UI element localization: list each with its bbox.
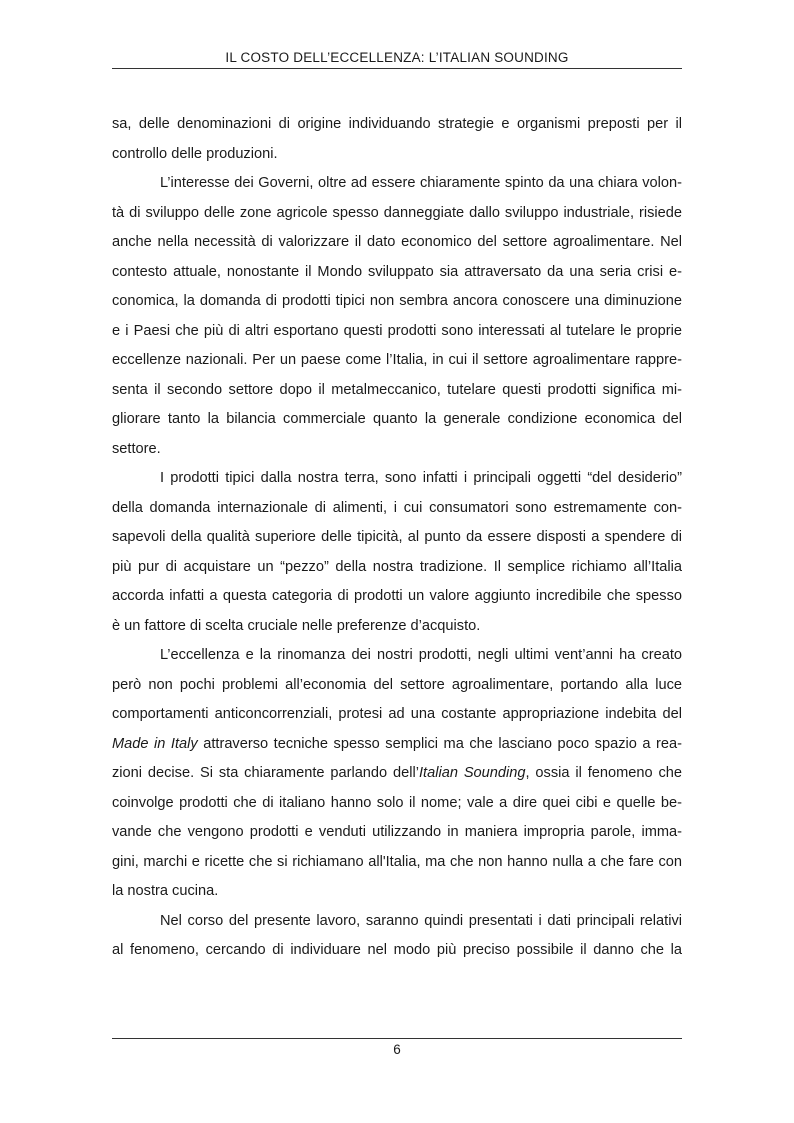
- text-line: senta il secondo settore dopo il metalmeccanico, tutelare questi prodotti significa mi-: [112, 381, 682, 398]
- footer-divider: [112, 1038, 682, 1039]
- text-line: settore.: [112, 440, 161, 457]
- text-line: della domanda internazionale di alimenti, i cui consumatori sono estremamente con-: [112, 499, 682, 516]
- text-line: anche nella necessità di valorizzare il dato economico del settore agroalimentare. Nel: [112, 234, 682, 250]
- text-line: controllo delle produzioni.: [112, 145, 278, 162]
- text-line: più pur di acquistare un “pezzo” della nostra tradizione. Il semplice richiamo all’Italia: [112, 558, 682, 575]
- text-line: la nostra cucina.: [112, 883, 219, 899]
- text-line: contesto attuale, nonostante il Mondo sviluppato sia attraversato da una seria crisi e-: [112, 263, 682, 280]
- italic-term: Made in Italy: [112, 735, 198, 752]
- text-line: e i Paesi che più di altri esportano questi prodotti sono interessati al tutelare le proprie: [112, 322, 682, 339]
- text-line: è un fattore di scelta cruciale nelle preferenze d’acquisto.: [112, 617, 481, 634]
- text-line: L’interesse dei Governi, oltre ad essere chiaramente spinto da una chiara volon-: [160, 175, 682, 191]
- text-line: sapevoli della qualità superiore delle tipicità, al punto da essere disposti a spendere di: [112, 529, 682, 545]
- italic-term: Italian Sounding: [419, 765, 526, 781]
- text-line: accorda infatti a questa categoria di prodotti un valore aggiunto incredibile che spesso: [112, 588, 682, 604]
- text-line: [112, 759, 682, 789]
- text-line: sa, delle denominazioni di origine individuando strategie e organismi preposti per il: [112, 116, 682, 132]
- body-text: [112, 110, 682, 966]
- text-line: però non pochi problemi all’economia del settore agroalimentare, portando alla luce: [112, 676, 682, 693]
- text-line: L’eccellenza e la rinomanza dei nostri prodotti, negli ultimi vent’anni ha creato: [160, 647, 682, 663]
- text-line: I prodotti tipici dalla nostra terra, sono infatti i principali oggetti “del desiderio”: [160, 470, 682, 486]
- text-line: al fenomeno, cercando di individuare nel modo più preciso possibile il danno che la: [112, 942, 682, 958]
- text-line: comportamenti anticoncorrenziali, protesi ad una costante appropriazione indebita del: [112, 706, 682, 722]
- text-line: vande che vengono prodotti e venduti utilizzando in maniera impropria parole, imma-: [112, 824, 682, 840]
- text-line: eccellenze nazionali. Per un paese come l’Italia, in cui il settore agroalimentare rappre-: [112, 352, 682, 368]
- text-line: tà di sviluppo delle zone agricole spesso danneggiate dallo sviluppo industriale, risiede: [112, 204, 682, 221]
- text-line: gliorare tanto la bilancia commerciale quanto la generale condizione economica del: [112, 411, 682, 427]
- running-header: IL COSTO DELL’ECCELLENZA: L’ITALIAN SOUNDING: [225, 50, 569, 65]
- text-line: Nel corso del presente lavoro, saranno quindi presentati i dati principali relativi: [160, 912, 682, 929]
- header-divider: [112, 68, 682, 69]
- text-line: gini, marchi e ricette che si richiamano all'Italia, ma che non hanno nulla a che fare con: [112, 853, 682, 870]
- text-line: coinvolge prodotti che di italiano hanno solo il nome; vale a dire quei cibi e quelle be-: [112, 794, 682, 811]
- text-fragment: attraverso tecniche spesso semplici ma che lasciano poco spazio a rea-: [203, 735, 682, 752]
- text-line: conomica, la domanda di prodotti tipici non sembra ancora conoscere una diminuzione: [112, 293, 682, 309]
- text-fragment: zioni decise. Si sta chiaramente parlando dell’: [112, 765, 419, 781]
- page-number: 6: [393, 1042, 401, 1057]
- text-fragment: , ossia il fenomeno che: [525, 765, 683, 781]
- text-line: [112, 730, 682, 760]
